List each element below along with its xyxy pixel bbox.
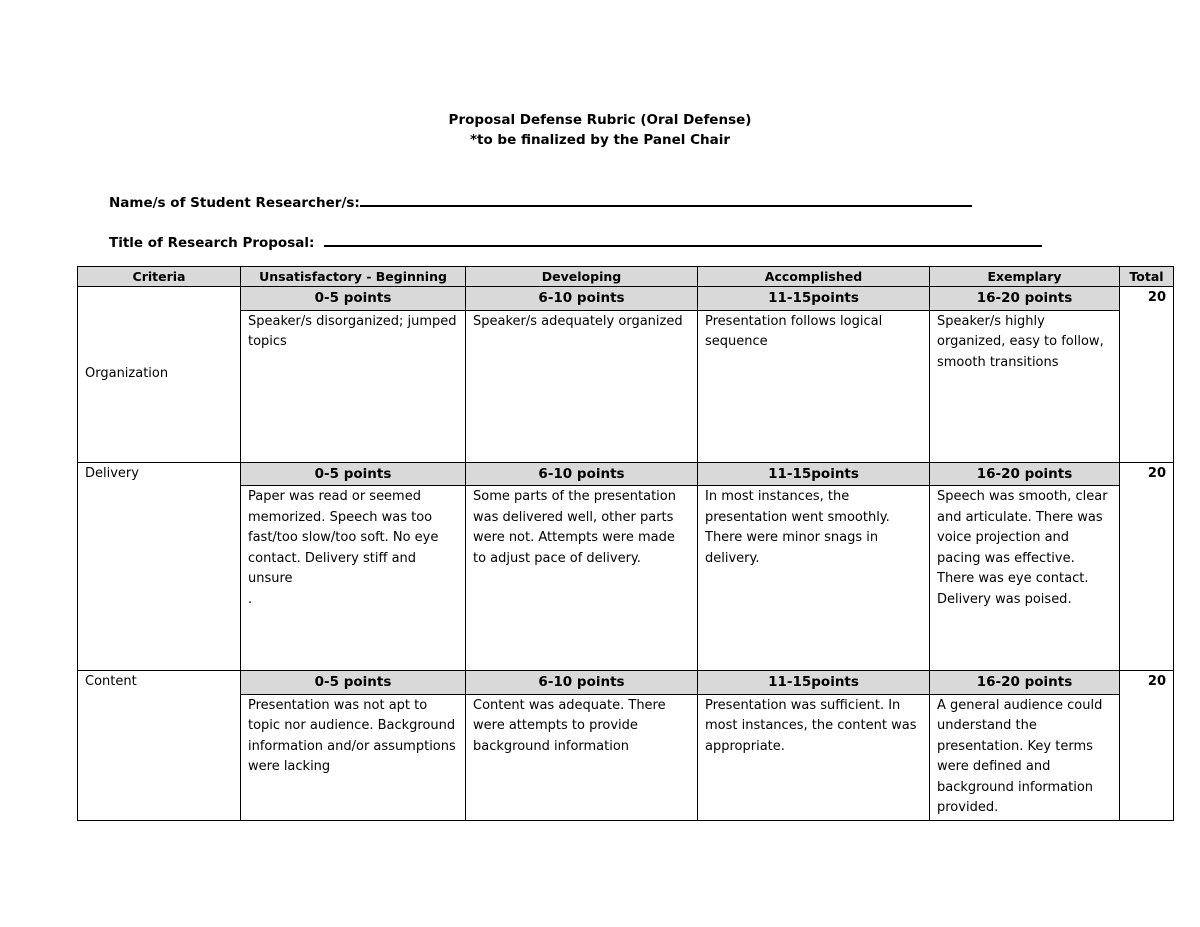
- description-cell: Speaker/s adequately organized: [466, 310, 698, 462]
- points-range: 16-20 points: [930, 671, 1120, 695]
- total-score: 20: [1120, 671, 1174, 821]
- description-cell: Speech was smooth, clear and articulate. There was voice projection and pacing was effective. There was eye contact. Delivery was poised.: [930, 486, 1120, 671]
- description-cell: In most instances, the presentation went smoothly. There were minor snags in delivery.: [698, 486, 930, 671]
- header-exemplary: Exemplary: [930, 267, 1120, 287]
- description-row-organization: [78, 310, 1174, 462]
- points-range: 6-10 points: [466, 462, 698, 486]
- criterion-organization: Organization: [78, 287, 241, 463]
- points-row-organization: [78, 287, 1174, 311]
- points-range: 16-20 points: [930, 287, 1120, 311]
- header-unsatisfactory: Unsatisfactory - Beginning: [241, 267, 466, 287]
- document-header: [0, 110, 1200, 150]
- research-title-blank-line: [324, 233, 1042, 247]
- description-cell: Speaker/s disorganized; jumped topics: [241, 310, 466, 462]
- criterion-content: Content: [78, 671, 241, 821]
- header-accomplished: Accomplished: [698, 267, 930, 287]
- points-row-delivery: [78, 462, 1174, 486]
- description-cell: Paper was read or seemed memorized. Speech was too fast/too slow/too soft. No eye contact. Delivery stiff and unsure .: [241, 486, 466, 671]
- description-cell: Presentation was not apt to topic nor audience. Background information and/or assumptions were lacking: [241, 694, 466, 820]
- header-row: [78, 267, 1174, 287]
- header-developing: Developing: [466, 267, 698, 287]
- points-range: 11-15points: [698, 671, 930, 695]
- header-criteria: Criteria: [78, 267, 241, 287]
- research-title-field: [109, 233, 1042, 251]
- description-cell: A general audience could understand the presentation. Key terms were defined and background information provided.: [930, 694, 1120, 820]
- points-range: 11-15points: [698, 462, 930, 486]
- description-cell: Speaker/s highly organized, easy to follow, smooth transitions: [930, 310, 1120, 462]
- description-cell: Some parts of the presentation was delivered well, other parts were not. Attempts were made to adjust pace of delivery.: [466, 486, 698, 671]
- points-range: 11-15points: [698, 287, 930, 311]
- student-names-field: [109, 193, 972, 211]
- total-score: 20: [1120, 287, 1174, 463]
- research-title-label: Title of Research Proposal:: [109, 235, 315, 251]
- rubric-table: [77, 266, 1174, 821]
- criterion-delivery: Delivery: [78, 462, 241, 671]
- points-row-content: [78, 671, 1174, 695]
- student-names-label: Name/s of Student Researcher/s:: [109, 195, 360, 211]
- description-cell: Presentation was sufficient. In most instances, the content was appropriate.: [698, 694, 930, 820]
- student-names-blank-line: [360, 193, 972, 207]
- points-range: 6-10 points: [466, 671, 698, 695]
- description-cell: Presentation follows logical sequence: [698, 310, 930, 462]
- description-row-delivery: [78, 486, 1174, 671]
- points-range: 6-10 points: [466, 287, 698, 311]
- points-range: 0-5 points: [241, 671, 466, 695]
- document-title: Proposal Defense Rubric (Oral Defense): [448, 112, 752, 128]
- points-range: 16-20 points: [930, 462, 1120, 486]
- header-total: Total: [1120, 267, 1174, 287]
- total-score: 20: [1120, 462, 1174, 671]
- description-cell: Content was adequate. There were attempts to provide background information: [466, 694, 698, 820]
- document-subtitle: *to be finalized by the Panel Chair: [469, 132, 731, 148]
- points-range: 0-5 points: [241, 462, 466, 486]
- description-row-content: [78, 694, 1174, 820]
- points-range: 0-5 points: [241, 287, 466, 311]
